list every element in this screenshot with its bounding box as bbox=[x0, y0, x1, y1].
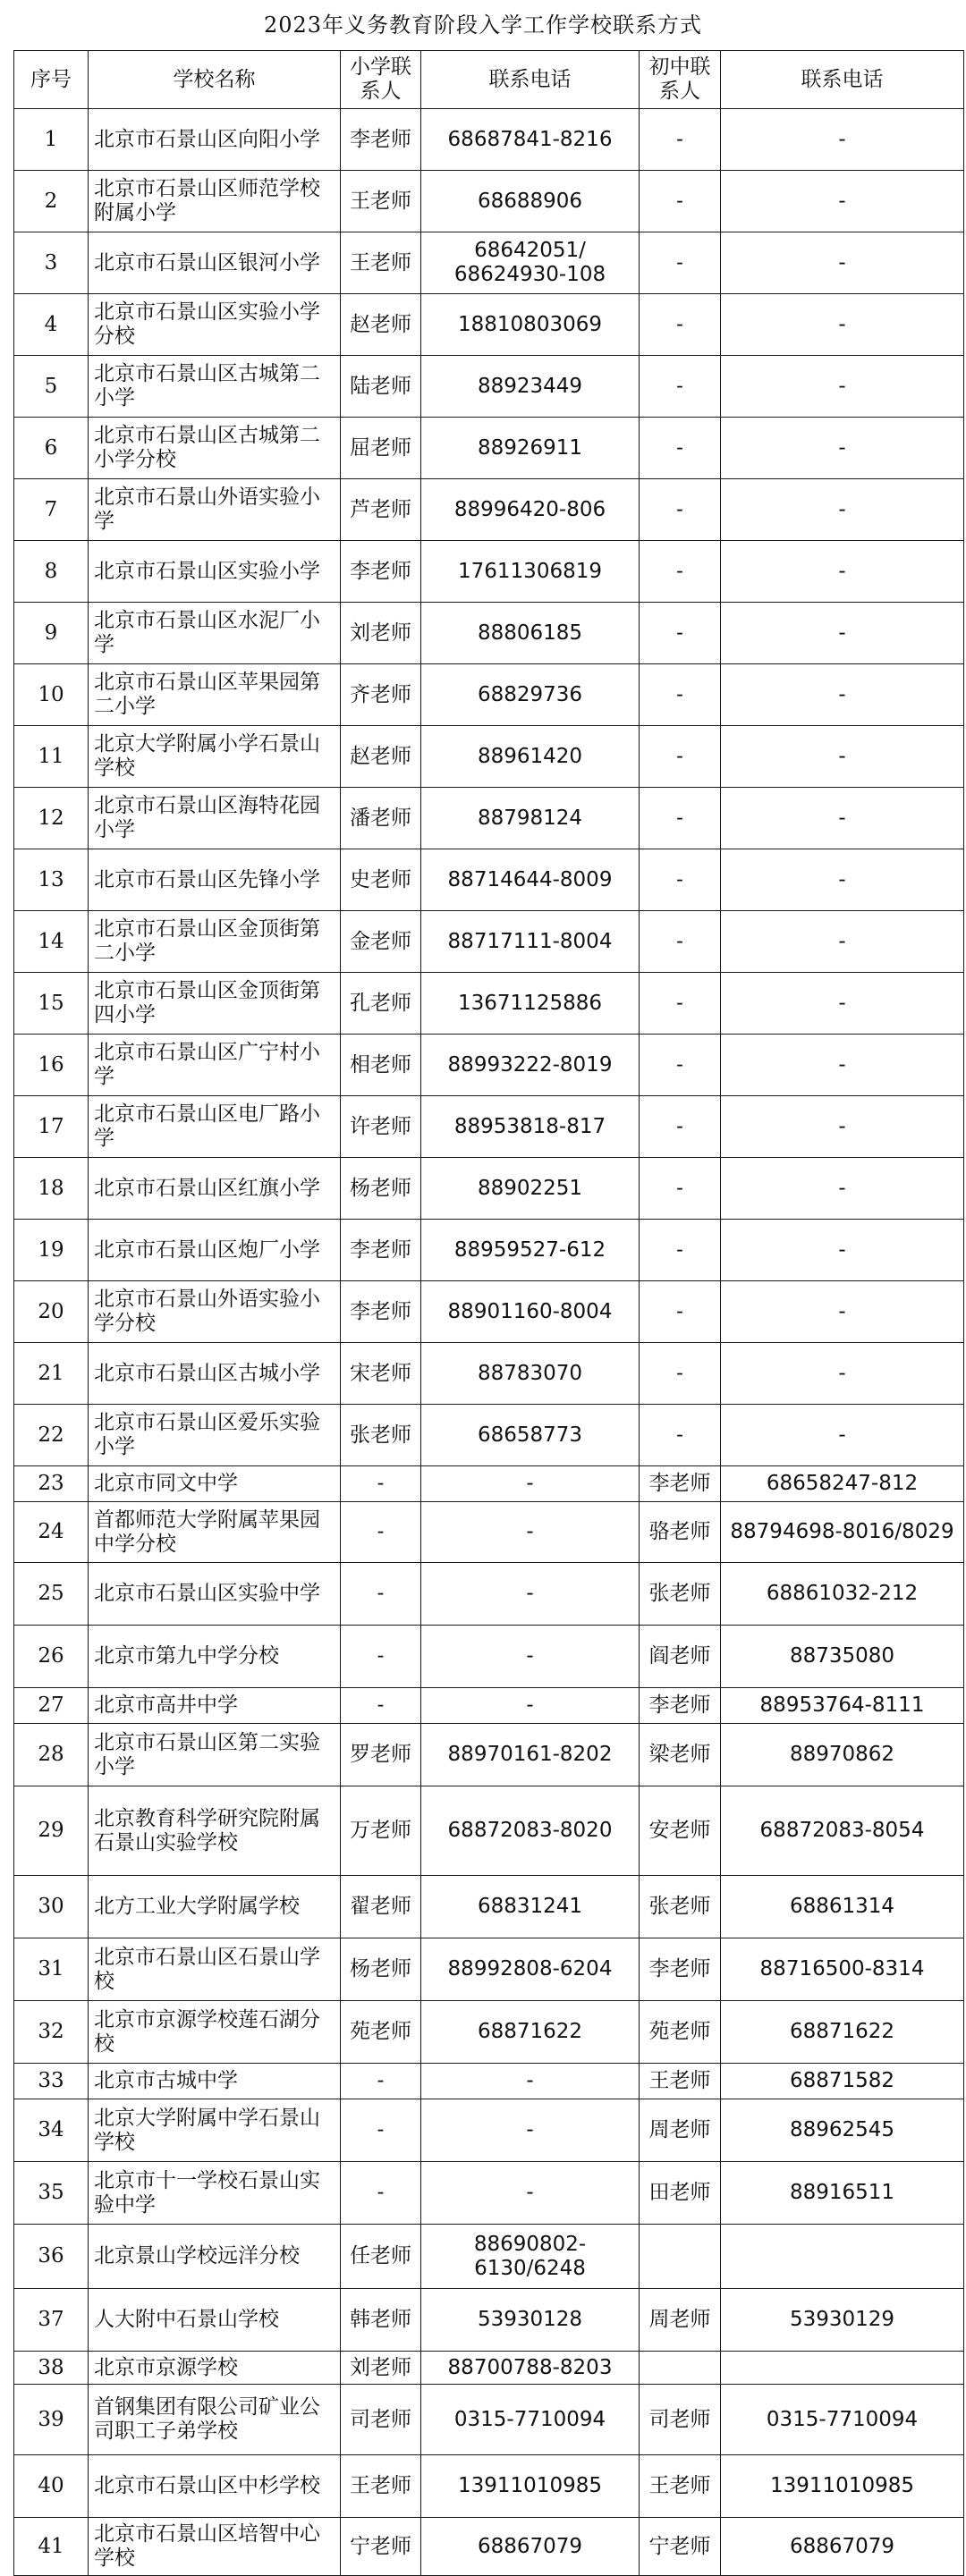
cell-junior-phone: - bbox=[721, 109, 964, 171]
cell-junior-phone: 88953764-8111 bbox=[721, 1688, 964, 1724]
header-primary-phone: 联系电话 bbox=[421, 51, 640, 109]
cell-primary-contact: 赵老师 bbox=[341, 294, 421, 356]
cell-primary-phone: 88690802-6130/6248 bbox=[421, 2225, 640, 2289]
cell-junior-contact: - bbox=[640, 1220, 721, 1281]
cell-primary-phone: 13671125886 bbox=[421, 973, 640, 1035]
cell-junior-contact: - bbox=[640, 664, 721, 726]
cell-no: 6 bbox=[14, 418, 89, 479]
cell-junior-phone: - bbox=[721, 356, 964, 418]
table-row bbox=[14, 1343, 964, 1405]
cell-no: 32 bbox=[14, 2001, 89, 2064]
table-row bbox=[14, 2352, 964, 2385]
cell-no: 15 bbox=[14, 973, 89, 1035]
cell-junior-contact: 田老师 bbox=[640, 2162, 721, 2225]
table-body bbox=[14, 109, 964, 2576]
cell-school-name: 北京教育科学研究院附属石景山实验学校 bbox=[89, 1786, 341, 1876]
cell-school-name: 北京市石景山区先锋小学 bbox=[89, 849, 341, 911]
cell-primary-contact: 韩老师 bbox=[341, 2289, 421, 2352]
table-row bbox=[14, 541, 964, 603]
cell-primary-contact: - bbox=[341, 1502, 421, 1563]
cell-primary-contact: 宁老师 bbox=[341, 2518, 421, 2576]
cell-school-name: 北京市石景山外语实验小学 bbox=[89, 479, 341, 541]
table-row bbox=[14, 1466, 964, 1502]
cell-junior-contact bbox=[640, 2225, 721, 2289]
cell-primary-contact: 刘老师 bbox=[341, 603, 421, 664]
cell-primary-contact: 李老师 bbox=[341, 541, 421, 603]
cell-no: 19 bbox=[14, 1220, 89, 1281]
cell-primary-contact: 陆老师 bbox=[341, 356, 421, 418]
table-row bbox=[14, 2455, 964, 2518]
table-row bbox=[14, 973, 964, 1035]
cell-primary-phone: 68867079 bbox=[421, 2518, 640, 2576]
cell-junior-contact: - bbox=[640, 911, 721, 973]
cell-primary-phone: 88901160-8004 bbox=[421, 1281, 640, 1343]
table-row bbox=[14, 1724, 964, 1786]
cell-primary-phone: 88923449 bbox=[421, 356, 640, 418]
cell-school-name: 北京市石景山区红旗小学 bbox=[89, 1158, 341, 1220]
cell-primary-contact: 李老师 bbox=[341, 1220, 421, 1281]
cell-junior-phone bbox=[721, 2352, 964, 2385]
cell-primary-contact: - bbox=[341, 1466, 421, 1502]
cell-junior-phone: - bbox=[721, 603, 964, 664]
cell-junior-phone: - bbox=[721, 1405, 964, 1466]
cell-no: 29 bbox=[14, 1786, 89, 1876]
cell-school-name: 北京市京源学校 bbox=[89, 2352, 341, 2385]
cell-no: 26 bbox=[14, 1626, 89, 1688]
table-row bbox=[14, 726, 964, 788]
cell-primary-contact: - bbox=[341, 2064, 421, 2099]
cell-no: 34 bbox=[14, 2099, 89, 2162]
cell-primary-phone: - bbox=[421, 1626, 640, 1688]
table-row bbox=[14, 232, 964, 294]
cell-junior-contact: - bbox=[640, 726, 721, 788]
cell-primary-phone: - bbox=[421, 1563, 640, 1626]
cell-school-name: 北京市石景山区爱乐实验小学 bbox=[89, 1405, 341, 1466]
cell-primary-phone: 68642051/ 68624930-108 bbox=[421, 232, 640, 294]
cell-school-name: 人大附中石景山学校 bbox=[89, 2289, 341, 2352]
page-title: 2023年义务教育阶段入学工作学校联系方式 bbox=[263, 13, 703, 38]
cell-primary-contact: 任老师 bbox=[341, 2225, 421, 2289]
cell-primary-phone: - bbox=[421, 1466, 640, 1502]
header-school: 学校名称 bbox=[89, 51, 341, 109]
contact-table bbox=[13, 50, 964, 2576]
cell-no: 21 bbox=[14, 1343, 89, 1405]
cell-junior-phone: 68871582 bbox=[721, 2064, 964, 2099]
cell-no: 3 bbox=[14, 232, 89, 294]
cell-school-name: 北京市石景山区海特花园小学 bbox=[89, 788, 341, 849]
cell-no: 2 bbox=[14, 171, 89, 232]
cell-junior-contact: - bbox=[640, 479, 721, 541]
cell-school-name: 北京市石景山区金顶街第四小学 bbox=[89, 973, 341, 1035]
cell-junior-phone: - bbox=[721, 1220, 964, 1281]
cell-junior-contact: 李老师 bbox=[640, 1466, 721, 1502]
cell-primary-contact: 王老师 bbox=[341, 232, 421, 294]
cell-school-name: 北京市石景山区中杉学校 bbox=[89, 2455, 341, 2518]
cell-school-name: 北京市石景山区第二实验小学 bbox=[89, 1724, 341, 1786]
cell-primary-phone: 13911010985 bbox=[421, 2455, 640, 2518]
table-row bbox=[14, 2162, 964, 2225]
cell-primary-contact: 相老师 bbox=[341, 1035, 421, 1096]
cell-no: 39 bbox=[14, 2385, 89, 2455]
cell-primary-contact: 苑老师 bbox=[341, 2001, 421, 2064]
cell-junior-phone: - bbox=[721, 1158, 964, 1220]
cell-school-name: 北京市第九中学分校 bbox=[89, 1626, 341, 1688]
cell-junior-contact: - bbox=[640, 1281, 721, 1343]
cell-primary-contact: 宋老师 bbox=[341, 1343, 421, 1405]
cell-junior-contact: 梁老师 bbox=[640, 1724, 721, 1786]
cell-primary-phone: 68687841-8216 bbox=[421, 109, 640, 171]
cell-junior-phone: 68872083-8054 bbox=[721, 1786, 964, 1876]
cell-school-name: 北京市石景山区古城小学 bbox=[89, 1343, 341, 1405]
cell-primary-contact: 杨老师 bbox=[341, 1158, 421, 1220]
cell-primary-phone: 88717111-8004 bbox=[421, 911, 640, 973]
cell-junior-phone: - bbox=[721, 664, 964, 726]
cell-junior-contact: 周老师 bbox=[640, 2099, 721, 2162]
cell-primary-phone: 88959527-612 bbox=[421, 1220, 640, 1281]
cell-junior-phone: 68861032-212 bbox=[721, 1563, 964, 1626]
cell-primary-phone: - bbox=[421, 1688, 640, 1724]
cell-primary-phone: 88783070 bbox=[421, 1343, 640, 1405]
cell-primary-contact: 齐老师 bbox=[341, 664, 421, 726]
cell-primary-contact: - bbox=[341, 1688, 421, 1724]
cell-school-name: 北京市石景山区水泥厂小学 bbox=[89, 603, 341, 664]
cell-junior-phone: 88916511 bbox=[721, 2162, 964, 2225]
cell-primary-contact: - bbox=[341, 2099, 421, 2162]
cell-primary-phone: - bbox=[421, 1502, 640, 1563]
table-row bbox=[14, 603, 964, 664]
cell-primary-phone: 88926911 bbox=[421, 418, 640, 479]
cell-junior-phone: - bbox=[721, 541, 964, 603]
cell-junior-phone: 88735080 bbox=[721, 1626, 964, 1688]
cell-primary-phone: 88902251 bbox=[421, 1158, 640, 1220]
cell-junior-phone: - bbox=[721, 479, 964, 541]
cell-junior-contact: - bbox=[640, 973, 721, 1035]
cell-junior-phone: - bbox=[721, 849, 964, 911]
cell-junior-contact: 安老师 bbox=[640, 1786, 721, 1876]
cell-school-name: 北京市石景山区银河小学 bbox=[89, 232, 341, 294]
table-row bbox=[14, 1281, 964, 1343]
cell-no: 1 bbox=[14, 109, 89, 171]
cell-primary-contact: 芦老师 bbox=[341, 479, 421, 541]
cell-junior-contact: 李老师 bbox=[640, 1938, 721, 2001]
cell-junior-contact: 阎老师 bbox=[640, 1626, 721, 1688]
cell-junior-contact: 王老师 bbox=[640, 2064, 721, 2099]
cell-primary-contact: 潘老师 bbox=[341, 788, 421, 849]
cell-primary-contact: 万老师 bbox=[341, 1786, 421, 1876]
cell-no: 27 bbox=[14, 1688, 89, 1724]
table-row bbox=[14, 2289, 964, 2352]
cell-school-name: 北京市石景山区炮厂小学 bbox=[89, 1220, 341, 1281]
cell-school-name: 北京市十一学校石景山实验中学 bbox=[89, 2162, 341, 2225]
cell-junior-contact: 宁老师 bbox=[640, 2518, 721, 2576]
cell-no: 16 bbox=[14, 1035, 89, 1096]
table-row bbox=[14, 356, 964, 418]
cell-no: 13 bbox=[14, 849, 89, 911]
table-row bbox=[14, 479, 964, 541]
table-row bbox=[14, 788, 964, 849]
table-row bbox=[14, 1502, 964, 1563]
cell-school-name: 北京市高井中学 bbox=[89, 1688, 341, 1724]
cell-junior-contact: 周老师 bbox=[640, 2289, 721, 2352]
cell-no: 10 bbox=[14, 664, 89, 726]
cell-junior-contact: 王老师 bbox=[640, 2455, 721, 2518]
cell-junior-contact: - bbox=[640, 1158, 721, 1220]
cell-school-name: 北京市石景山外语实验小学分校 bbox=[89, 1281, 341, 1343]
cell-primary-phone: 68871622 bbox=[421, 2001, 640, 2064]
cell-no: 38 bbox=[14, 2352, 89, 2385]
cell-junior-contact: - bbox=[640, 294, 721, 356]
cell-primary-phone: - bbox=[421, 2064, 640, 2099]
cell-junior-phone: 88794698-8016/8029 bbox=[721, 1502, 964, 1563]
cell-primary-contact: 杨老师 bbox=[341, 1938, 421, 2001]
cell-primary-phone: 88953818-817 bbox=[421, 1096, 640, 1158]
cell-primary-contact: 罗老师 bbox=[341, 1724, 421, 1786]
cell-primary-phone: 0315-7710094 bbox=[421, 2385, 640, 2455]
cell-school-name: 首都师范大学附属苹果园中学分校 bbox=[89, 1502, 341, 1563]
cell-junior-phone bbox=[721, 2225, 964, 2289]
table-row bbox=[14, 1405, 964, 1466]
cell-school-name: 北京市石景山区培智中心学校 bbox=[89, 2518, 341, 2576]
cell-school-name: 北京大学附属中学石景山学校 bbox=[89, 2099, 341, 2162]
cell-primary-phone: 88700788-8203 bbox=[421, 2352, 640, 2385]
cell-school-name: 北京大学附属小学石景山学校 bbox=[89, 726, 341, 788]
cell-primary-phone: 88798124 bbox=[421, 788, 640, 849]
cell-junior-contact bbox=[640, 2352, 721, 2385]
cell-primary-phone: - bbox=[421, 2099, 640, 2162]
table-row bbox=[14, 1938, 964, 2001]
cell-junior-phone: 68867079 bbox=[721, 2518, 964, 2576]
cell-no: 31 bbox=[14, 1938, 89, 2001]
cell-junior-contact: - bbox=[640, 1035, 721, 1096]
table-row bbox=[14, 1876, 964, 1938]
table-row bbox=[14, 2518, 964, 2576]
cell-no: 17 bbox=[14, 1096, 89, 1158]
cell-no: 4 bbox=[14, 294, 89, 356]
cell-primary-contact: 张老师 bbox=[341, 1405, 421, 1466]
cell-school-name: 北方工业大学附属学校 bbox=[89, 1876, 341, 1938]
cell-primary-phone: - bbox=[421, 2162, 640, 2225]
cell-school-name: 首钢集团有限公司矿业公司职工子弟学校 bbox=[89, 2385, 341, 2455]
table-row bbox=[14, 1563, 964, 1626]
table-row bbox=[14, 1626, 964, 1688]
cell-no: 33 bbox=[14, 2064, 89, 2099]
cell-junior-phone: 68658247-812 bbox=[721, 1466, 964, 1502]
cell-primary-phone: 68829736 bbox=[421, 664, 640, 726]
table-row bbox=[14, 418, 964, 479]
cell-school-name: 北京市石景山区实验中学 bbox=[89, 1563, 341, 1626]
cell-primary-phone: 68658773 bbox=[421, 1405, 640, 1466]
cell-junior-contact: - bbox=[640, 849, 721, 911]
cell-primary-phone: 88996420-806 bbox=[421, 479, 640, 541]
header-junior-contact: 初中联系人 bbox=[640, 51, 721, 109]
cell-primary-phone: 17611306819 bbox=[421, 541, 640, 603]
cell-junior-phone: - bbox=[721, 1035, 964, 1096]
cell-junior-contact: - bbox=[640, 356, 721, 418]
cell-junior-phone: 0315-7710094 bbox=[721, 2385, 964, 2455]
cell-school-name: 北京市石景山区向阳小学 bbox=[89, 109, 341, 171]
table-row bbox=[14, 1688, 964, 1724]
cell-primary-phone: 68872083-8020 bbox=[421, 1786, 640, 1876]
cell-junior-phone: - bbox=[721, 418, 964, 479]
cell-primary-contact: 王老师 bbox=[341, 2455, 421, 2518]
cell-junior-contact: - bbox=[640, 109, 721, 171]
cell-primary-phone: 68831241 bbox=[421, 1876, 640, 1938]
cell-primary-contact: - bbox=[341, 2162, 421, 2225]
cell-junior-phone: 68861314 bbox=[721, 1876, 964, 1938]
cell-junior-phone: 88716500-8314 bbox=[721, 1938, 964, 2001]
cell-school-name: 北京市石景山区电厂路小学 bbox=[89, 1096, 341, 1158]
cell-primary-contact: - bbox=[341, 1626, 421, 1688]
cell-primary-contact: 屈老师 bbox=[341, 418, 421, 479]
cell-junior-contact: 张老师 bbox=[640, 1876, 721, 1938]
cell-no: 37 bbox=[14, 2289, 89, 2352]
cell-school-name: 北京市石景山区古城第二小学分校 bbox=[89, 418, 341, 479]
cell-no: 14 bbox=[14, 911, 89, 973]
cell-junior-contact: - bbox=[640, 603, 721, 664]
cell-primary-phone: 88970161-8202 bbox=[421, 1724, 640, 1786]
table-row bbox=[14, 2385, 964, 2455]
table-row bbox=[14, 294, 964, 356]
cell-junior-phone: 88970862 bbox=[721, 1724, 964, 1786]
cell-school-name: 北京景山学校远洋分校 bbox=[89, 2225, 341, 2289]
cell-junior-phone: - bbox=[721, 294, 964, 356]
cell-no: 40 bbox=[14, 2455, 89, 2518]
table-row bbox=[14, 849, 964, 911]
cell-primary-contact: 史老师 bbox=[341, 849, 421, 911]
header-junior-phone: 联系电话 bbox=[721, 51, 964, 109]
cell-no: 36 bbox=[14, 2225, 89, 2289]
cell-junior-phone: - bbox=[721, 1343, 964, 1405]
cell-junior-contact: 骆老师 bbox=[640, 1502, 721, 1563]
cell-no: 35 bbox=[14, 2162, 89, 2225]
cell-junior-contact: - bbox=[640, 232, 721, 294]
cell-junior-phone: 53930129 bbox=[721, 2289, 964, 2352]
cell-junior-contact: - bbox=[640, 1405, 721, 1466]
cell-no: 41 bbox=[14, 2518, 89, 2576]
cell-primary-contact: 翟老师 bbox=[341, 1876, 421, 1938]
cell-no: 7 bbox=[14, 479, 89, 541]
table-row bbox=[14, 109, 964, 171]
cell-school-name: 北京市石景山区师范学校附属小学 bbox=[89, 171, 341, 232]
cell-junior-phone: - bbox=[721, 232, 964, 294]
cell-school-name: 北京市石景山区金顶街第二小学 bbox=[89, 911, 341, 973]
header-no: 序号 bbox=[14, 51, 89, 109]
cell-no: 28 bbox=[14, 1724, 89, 1786]
cell-junior-phone: - bbox=[721, 726, 964, 788]
cell-primary-phone: 68688906 bbox=[421, 171, 640, 232]
cell-primary-contact: 赵老师 bbox=[341, 726, 421, 788]
cell-no: 20 bbox=[14, 1281, 89, 1343]
cell-junior-contact: - bbox=[640, 1096, 721, 1158]
cell-primary-phone: 88992808-6204 bbox=[421, 1938, 640, 2001]
cell-junior-phone: - bbox=[721, 911, 964, 973]
cell-junior-phone: 13911010985 bbox=[721, 2455, 964, 2518]
cell-junior-phone: 68871622 bbox=[721, 2001, 964, 2064]
cell-school-name: 北京市石景山区古城第二小学 bbox=[89, 356, 341, 418]
cell-school-name: 北京市石景山区石景山学校 bbox=[89, 1938, 341, 2001]
table-row bbox=[14, 911, 964, 973]
cell-school-name: 北京市石景山区实验小学 bbox=[89, 541, 341, 603]
cell-no: 9 bbox=[14, 603, 89, 664]
cell-school-name: 北京市石景山区广宁村小学 bbox=[89, 1035, 341, 1096]
cell-junior-phone: - bbox=[721, 1096, 964, 1158]
cell-primary-contact: 李老师 bbox=[341, 109, 421, 171]
table-row bbox=[14, 1035, 964, 1096]
cell-junior-contact: - bbox=[640, 788, 721, 849]
cell-junior-phone: - bbox=[721, 171, 964, 232]
cell-primary-phone: 88714644-8009 bbox=[421, 849, 640, 911]
cell-primary-contact: 李老师 bbox=[341, 1281, 421, 1343]
cell-primary-phone: 18810803069 bbox=[421, 294, 640, 356]
table-row bbox=[14, 2064, 964, 2099]
cell-school-name: 北京市石景山区实验小学分校 bbox=[89, 294, 341, 356]
cell-primary-contact: 金老师 bbox=[341, 911, 421, 973]
header-primary-contact: 小学联系人 bbox=[341, 51, 421, 109]
cell-primary-contact: 孔老师 bbox=[341, 973, 421, 1035]
cell-primary-contact: 刘老师 bbox=[341, 2352, 421, 2385]
cell-junior-contact: - bbox=[640, 418, 721, 479]
table-row bbox=[14, 1096, 964, 1158]
cell-school-name: 北京市古城中学 bbox=[89, 2064, 341, 2099]
cell-junior-phone: 88962545 bbox=[721, 2099, 964, 2162]
cell-junior-phone: - bbox=[721, 788, 964, 849]
table-row bbox=[14, 664, 964, 726]
cell-junior-phone: - bbox=[721, 973, 964, 1035]
cell-no: 18 bbox=[14, 1158, 89, 1220]
cell-school-name: 北京市石景山区苹果园第二小学 bbox=[89, 664, 341, 726]
cell-primary-contact: 司老师 bbox=[341, 2385, 421, 2455]
table-row bbox=[14, 1158, 964, 1220]
cell-junior-contact: - bbox=[640, 171, 721, 232]
cell-school-name: 北京市京源学校莲石湖分校 bbox=[89, 2001, 341, 2064]
cell-primary-phone: 88993222-8019 bbox=[421, 1035, 640, 1096]
cell-no: 12 bbox=[14, 788, 89, 849]
table-row bbox=[14, 1220, 964, 1281]
cell-primary-phone: 88961420 bbox=[421, 726, 640, 788]
cell-no: 23 bbox=[14, 1466, 89, 1502]
cell-junior-contact: 张老师 bbox=[640, 1563, 721, 1626]
cell-primary-phone: 88806185 bbox=[421, 603, 640, 664]
cell-no: 25 bbox=[14, 1563, 89, 1626]
table-header-row bbox=[14, 51, 964, 109]
cell-no: 5 bbox=[14, 356, 89, 418]
cell-junior-contact: 司老师 bbox=[640, 2385, 721, 2455]
cell-junior-contact: - bbox=[640, 1343, 721, 1405]
cell-no: 8 bbox=[14, 541, 89, 603]
table-row bbox=[14, 171, 964, 232]
cell-no: 24 bbox=[14, 1502, 89, 1563]
cell-junior-contact: 李老师 bbox=[640, 1688, 721, 1724]
table-row bbox=[14, 2099, 964, 2162]
cell-primary-phone: 53930128 bbox=[421, 2289, 640, 2352]
cell-primary-contact: - bbox=[341, 1563, 421, 1626]
cell-junior-phone: - bbox=[721, 1281, 964, 1343]
cell-junior-contact: - bbox=[640, 541, 721, 603]
table-row bbox=[14, 2001, 964, 2064]
cell-no: 30 bbox=[14, 1876, 89, 1938]
cell-no: 11 bbox=[14, 726, 89, 788]
table-row bbox=[14, 2225, 964, 2289]
cell-primary-contact: 王老师 bbox=[341, 171, 421, 232]
table-row bbox=[14, 1786, 964, 1876]
cell-no: 22 bbox=[14, 1405, 89, 1466]
cell-junior-contact: 苑老师 bbox=[640, 2001, 721, 2064]
cell-primary-contact: 许老师 bbox=[341, 1096, 421, 1158]
cell-school-name: 北京市同文中学 bbox=[89, 1466, 341, 1502]
